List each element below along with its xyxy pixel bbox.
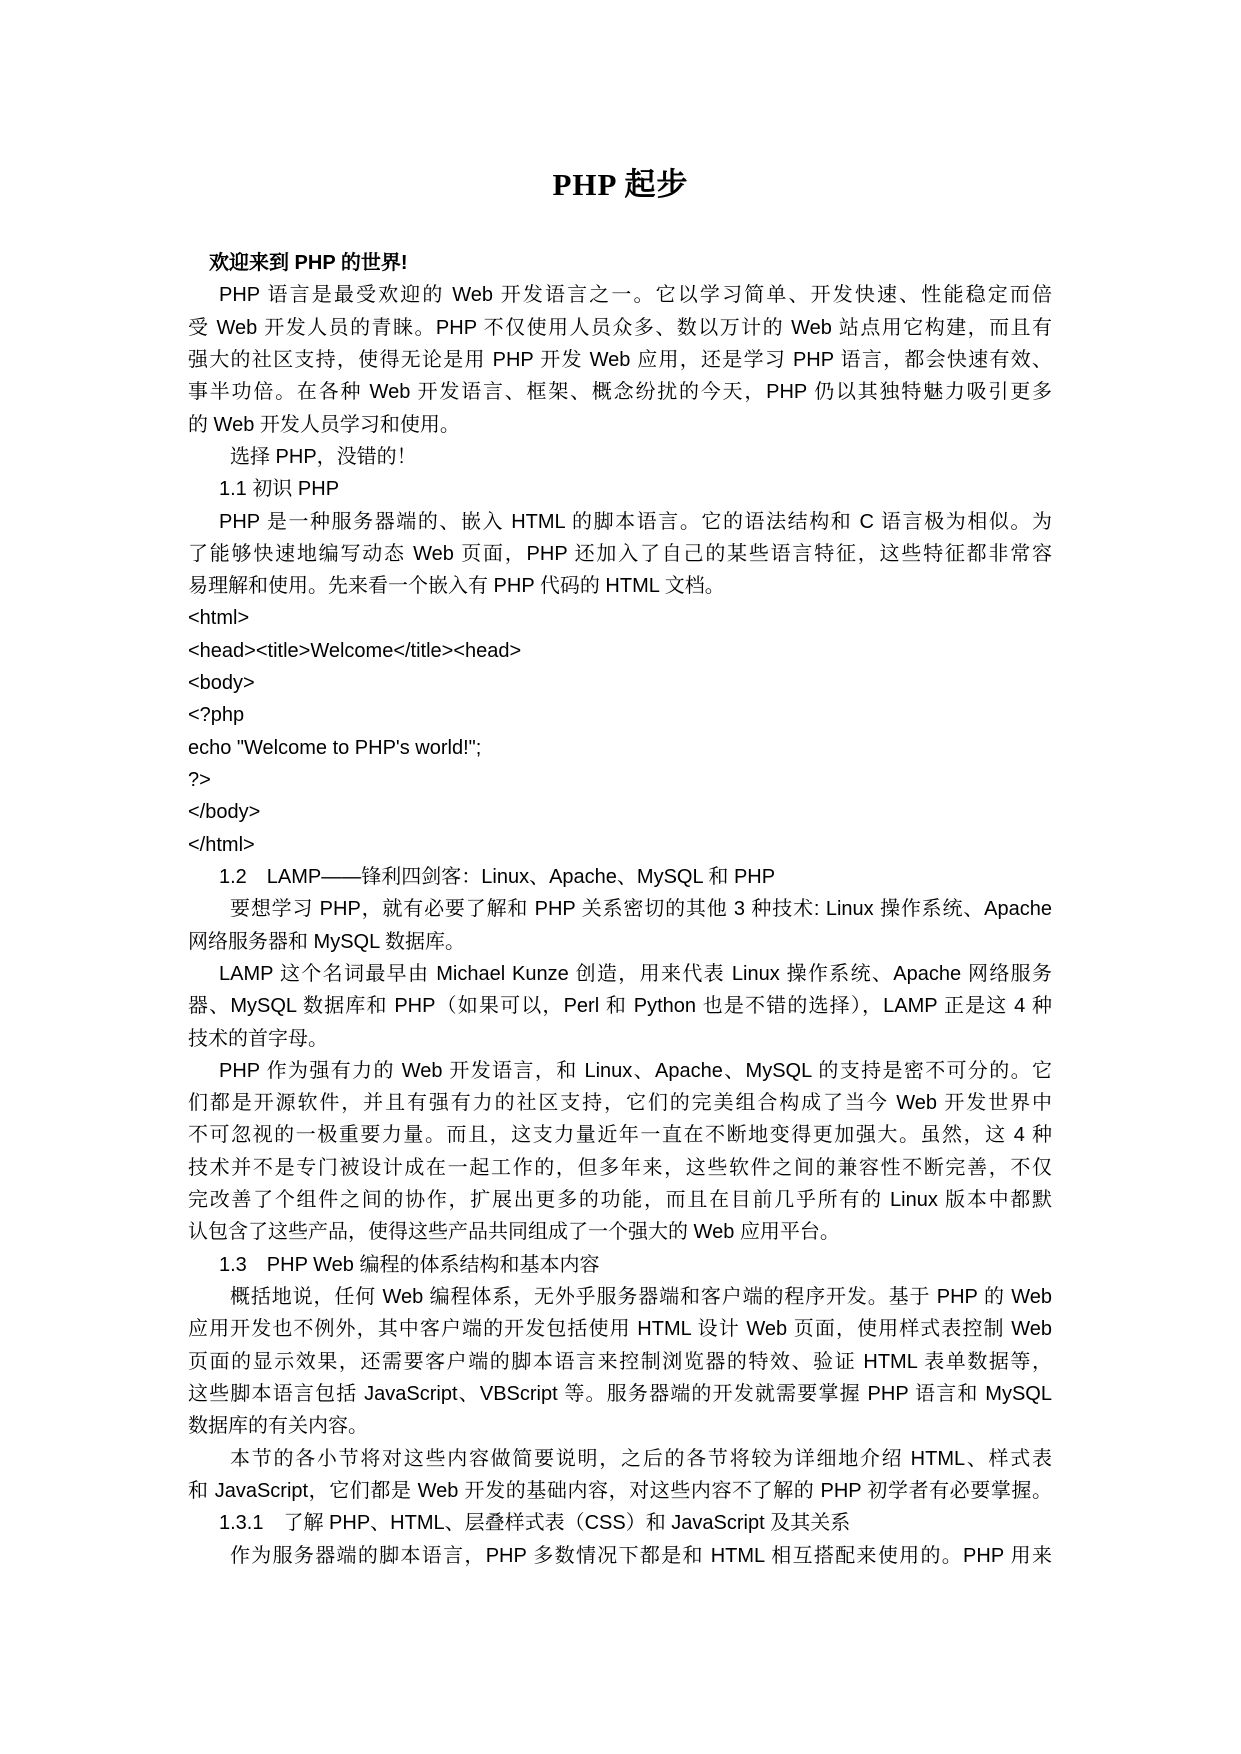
code-line: </body>: [188, 801, 261, 824]
code-line: <body>: [188, 672, 255, 695]
code-line: ?>: [188, 769, 211, 791]
section-heading: 1.3 PHP Web 编程的体系结构和基本内容: [219, 1253, 600, 1276]
paragraph-line: 要想学习 PHP，就有必要了解和 PHP 关系密切的其他 3 种技术: Linux 操作系统、Apache: [230, 898, 1052, 921]
document-body: [188, 247, 1052, 1572]
paragraph-line: 技术的首字母。: [188, 1027, 328, 1050]
welcome-heading: 欢迎来到 PHP 的世界!: [209, 252, 408, 274]
paragraph-line: 事半功倍。在各种 Web 开发语言、框架、概念纷扰的今天，PHP 仍以其独特魅力吸引更多: [188, 381, 1052, 404]
paragraph-line: PHP 是一种服务器端的、嵌入 HTML 的脚本语言。它的语法结构和 C 语言极为相似。为: [219, 510, 1052, 533]
paragraph-line: 应用开发也不例外，其中客户端的开发包括使用 HTML 设计 Web 页面，使用样式表控制 Web: [188, 1318, 1052, 1341]
paragraph-line: 们都是开源软件，并且有强有力的社区支持，它们的完美组合构成了当今 Web 开发世界中: [188, 1092, 1052, 1115]
paragraph-line: 页面的显示效果，还需要客户端的脚本语言来控制浏览器的特效、验证 HTML 表单数据等，: [188, 1350, 1052, 1373]
paragraph-line: PHP 作为强有力的 Web 开发语言，和 Linux、Apache、MySQL 的支持是密不可分的。它: [219, 1059, 1052, 1082]
paragraph-line: 技术并不是专门被设计成在一起工作的，但多年来，这些软件之间的兼容性不断完善，不仅: [188, 1156, 1052, 1179]
section-heading: 1.1 初识 PHP: [219, 478, 340, 501]
paragraph-line: 选择 PHP，没错的！: [230, 445, 417, 468]
paragraph-line: 作为服务器端的脚本语言，PHP 多数情况下都是和 HTML 相互搭配来使用的。PHP 用来: [230, 1544, 1052, 1567]
paragraph-line: 完改善了个组件之间的协作，扩展出更多的功能，而且在目前几乎所有的 Linux 版本中都默: [188, 1189, 1052, 1212]
paragraph-line: 这些脚本语言包括 JavaScript、VBScript 等。服务器端的开发就需要掌握 PHP 语言和 MySQL: [188, 1382, 1052, 1405]
paragraph-line: 和 JavaScript，它们都是 Web 开发的基础内容，对这些内容不了解的 PHP 初学者有必要掌握。: [188, 1479, 1052, 1502]
paragraph-line: 认包含了这些产品，使得这些产品共同组成了一个强大的 Web 应用平台。: [188, 1221, 840, 1244]
paragraph-line: 器、MySQL 数据库和 PHP（如果可以，Perl 和 Python 也是不错的选择），LAMP 正是这 4 种: [188, 995, 1052, 1018]
code-line: <head><title>Welcome</title><head>: [188, 639, 522, 662]
code-line: <?php: [188, 704, 245, 727]
paragraph-line: 概括地说，任何 Web 编程体系，无外乎服务器端和客户端的程序开发。基于 PHP 的 Web: [230, 1286, 1052, 1308]
paragraph-line: 受 Web 开发人员的青睐。PHP 不仅使用人员众多、数以万计的 Web 站点用它构建，而且有: [188, 316, 1052, 339]
paragraph-line: LAMP 这个名词最早由 Michael Kunze 创造，用来代表 Linux 操作系统、Apache 网络服务: [219, 962, 1052, 985]
code-line: </html>: [188, 833, 255, 856]
paragraph-line: PHP 语言是最受欢迎的 Web 开发语言之一。它以学习简单、开发快速、性能稳定而倍: [219, 284, 1052, 307]
code-line: <html>: [188, 607, 250, 630]
paragraph-line: 的 Web 开发人员学习和使用。: [188, 413, 460, 436]
paragraph-line: 数据库的有关内容。: [188, 1415, 368, 1438]
section-heading: 1.3.1 了解 PHP、HTML、层叠样式表（CSS）和 JavaScript 及其关系: [219, 1512, 851, 1535]
code-line: echo "Welcome to PHP's world!";: [188, 736, 482, 759]
paragraph-line: 易理解和使用。先来看一个嵌入有 PHP 代码的 HTML 文档。: [188, 575, 725, 598]
page-title: PHP 起步: [552, 167, 689, 202]
paragraph-line: 强大的社区支持，使得无论是用 PHP 开发 Web 应用，还是学习 PHP 语言，都会快速有效、: [188, 348, 1052, 371]
paragraph-line: 不可忽视的一极重要力量。而且，这支力量近年一直在不断地变得更加强大。虽然，这 4 种: [188, 1124, 1052, 1147]
paragraph-line: 了能够快速地编写动态 Web 页面，PHP 还加入了自己的某些语言特征，这些特征都非常容: [188, 542, 1052, 565]
paragraph-line: 网络服务器和 MySQL 数据库。: [188, 930, 466, 953]
section-heading: 1.2 LAMP——锋利四剑客：Linux、Apache、MySQL 和 PHP: [219, 865, 776, 888]
paragraph-line: 本节的各小节将对这些内容做简要说明，之后的各节将较为详细地介绍 HTML、样式表: [230, 1447, 1052, 1470]
